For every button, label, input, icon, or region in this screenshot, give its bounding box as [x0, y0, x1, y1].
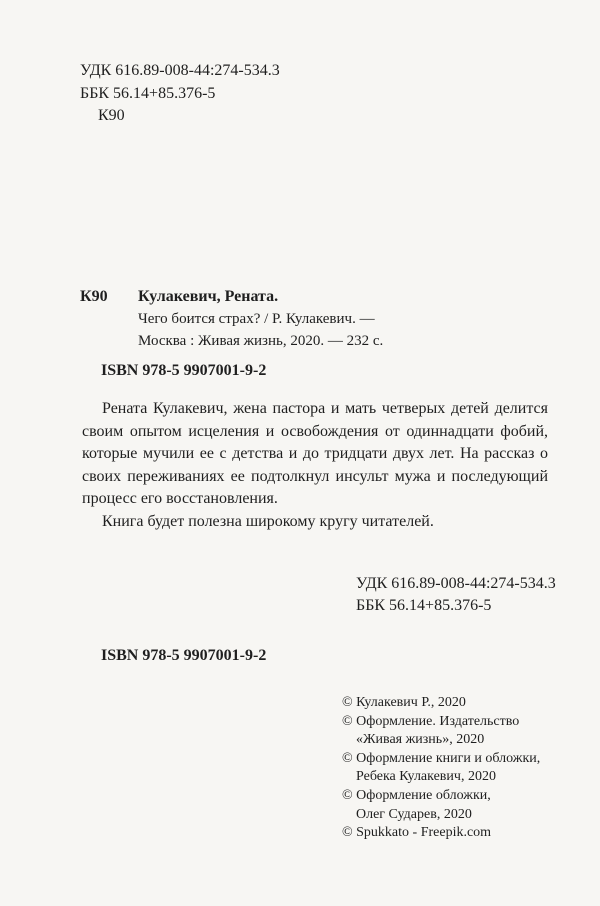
copyright-block [342, 694, 540, 843]
udk-code-top: УДК 616.89-008-44:274-534.3 [80, 62, 280, 79]
author-sign-top: К90 [98, 107, 125, 124]
bbk-code-bottom: ББК 56.14+85.376-5 [356, 597, 492, 614]
isbn-bottom: ISBN 978-5 9907001-9-2 [101, 647, 267, 664]
copyright-line: © Кулакевич Р., 2020 [342, 695, 466, 710]
catalog-title-line: Чего боится страх? / Р. Кулакевич. — [138, 311, 375, 327]
copyright-line: «Живая жизнь», 2020 [356, 732, 485, 748]
copyright-line: © Оформление. Издательство [342, 713, 520, 729]
udk-code-bottom: УДК 616.89-008-44:274-534.3 [356, 575, 556, 592]
copyright-line: Ребека Кулакевич, 2020 [356, 769, 496, 785]
catalog-sign: К90 [80, 288, 108, 305]
copyright-line: © Spukkato - Freepik.com [342, 825, 492, 841]
isbn-top: ISBN 978-5 9907001-9-2 [101, 362, 267, 379]
catalog-heading: Кулакевич, Рената. [138, 288, 279, 305]
annotation-paragraph-2: Книга будет полезна широкому кругу читателей. [102, 512, 434, 530]
bbk-code-top: ББК 56.14+85.376-5 [80, 85, 216, 102]
copyright-line: © Оформление книги и обложки, [342, 750, 541, 766]
annotation-paragraph-1: Рената Кулакевич, жена пастора и мать четверых детей делится своим опытом исцеления и освобождения от одиннадцати фобий, которые мучили ее с детства и до тридцати двух лет. На рассказ о своих переживаниях ее подтолкнул инсульт мужа и последующий процесс его восстановления. [82, 400, 548, 507]
copyright-line: Олег Сударев, 2020 [356, 806, 472, 822]
annotation [82, 398, 548, 533]
catalog-imprint-line: Москва : Живая жизнь, 2020. — 232 с. [138, 333, 384, 349]
copyright-line: © Оформление обложки, [342, 787, 491, 803]
